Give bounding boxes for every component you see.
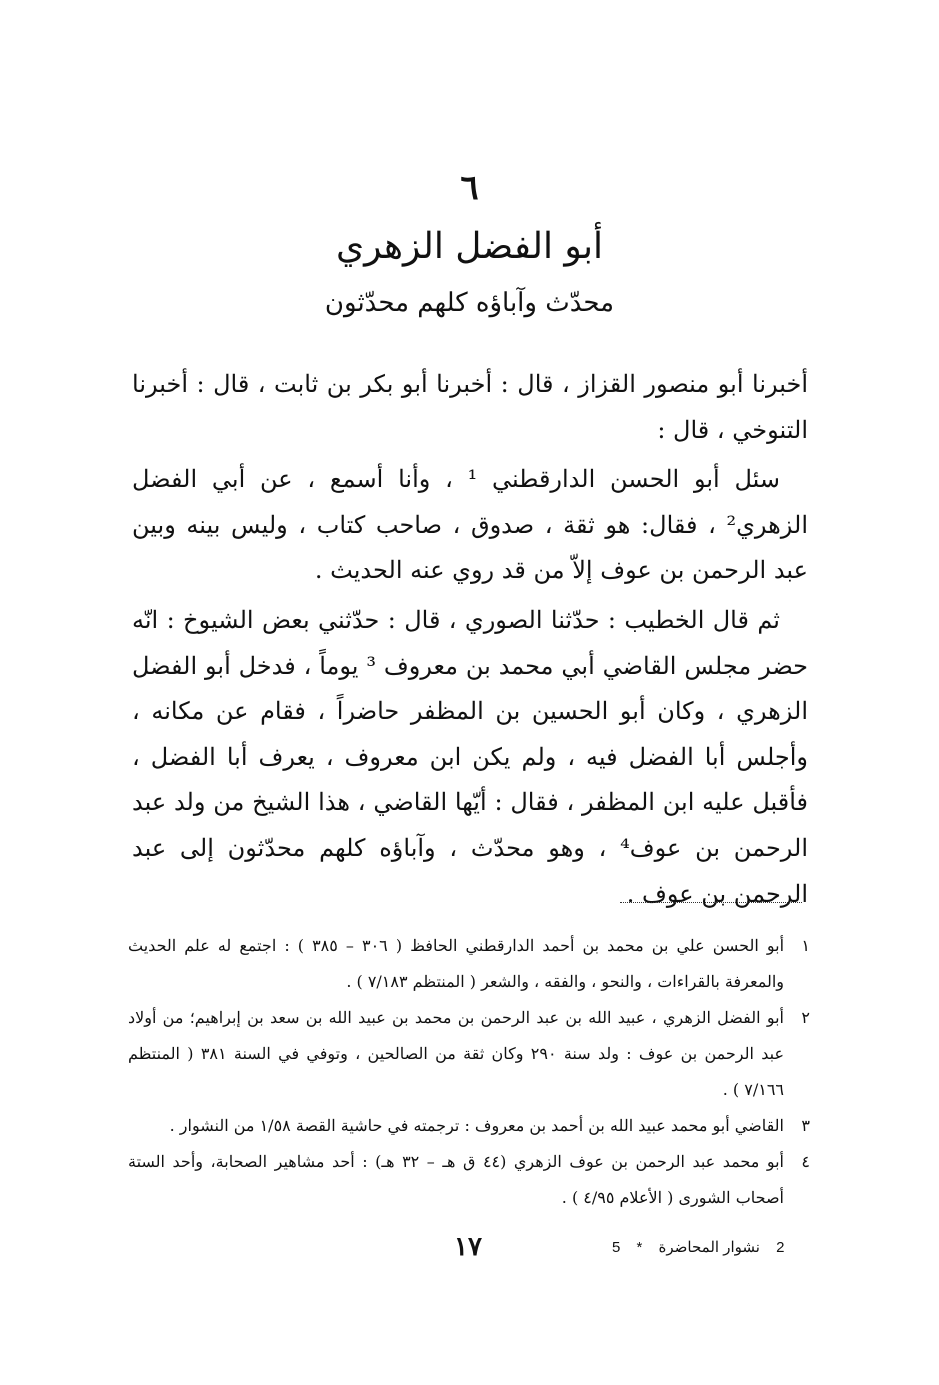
- footnote-text: أبو الفضل الزهري ، عبيد الله بن عبد الرحمن بن محمد بن عبيد الله بن سعد بن إبراهيم؛ من أولاد عبد الرحمن بن عوف : ولد سنة ٢٩٠ وكان ثقة من الصالحين ، وتوفي في السنة ٣٨١ ( المنتظم ٧/١٦٦ ) .: [128, 1008, 784, 1099]
- footnote: [128, 1144, 810, 1216]
- footnote-separator: [620, 902, 802, 903]
- footnote: [128, 1108, 810, 1144]
- signature-star: *: [636, 1239, 643, 1256]
- chapter-subtitle: محدّث وآباؤه كلهم محدّثون: [324, 288, 615, 318]
- chapter-title: أبو الفضل الزهري: [335, 226, 604, 267]
- paragraph: ثم قال الخطيب : حدّثنا الصوري ، قال : حدّثني بعض الشيوخ : انّه حضر مجلس القاضي أبي محمد بن معروف ³ يوماً ، فدخل أبو الفضل الزهري ، وكان أبو الحسين بن المظفر حاضراً ، فقام عن مكانه ، وأجلس أبا الفضل فيه ، ولم يكن ابن معروف ، يعرف أبا الفضل ، فأقبل عليه ابن المظفر ، فقال : أيّها القاضي ، هذا الشيخ من ولد عبد الرحمن بن عوف⁴ ، وهو محدّث ، وآباؤه كلهم محدّثون إلى عبد الرحمن بن عوف .: [132, 605, 809, 908]
- signature-left-number: 2: [776, 1239, 785, 1256]
- page-number: ١٧: [454, 1232, 482, 1262]
- footnote: [128, 928, 810, 1000]
- footnote-number: ٣: [801, 1116, 810, 1135]
- footnote-number: ٢: [801, 1008, 810, 1027]
- footnote-number: ٤: [801, 1152, 810, 1171]
- footnote-text: أبو الحسن علي بن محمد بن أحمد الدارقطني الحافظ ( ٣٠٦ – ٣٨٥ ) : اجتمع له علم الحديث والمعرفة بالقراءات ، والنحو ، والفقه ، والشعر ( المنتظم ٧/١٨٣ ) .: [128, 936, 785, 991]
- body-text: [132, 362, 808, 917]
- paragraph: أخبرنا أبو منصور القزاز ، قال : أخبرنا أبو بكر بن ثابت ، قال : أخبرنا التنوخي ، قال :: [132, 370, 808, 444]
- printer-signature: [600, 1238, 784, 1256]
- footnote-text: القاضي أبو محمد عبيد الله بن أحمد بن معروف : ترجمته في حاشية القصة ١/٥٨ من النشوار .: [169, 1116, 784, 1135]
- paragraph: سئل أبو الحسن الدارقطني ¹ ، وأنا أسمع ، عن أبي الفضل الزهري² ، فقال: هو ثقة ، صدوق ، صاحب كتاب ، وليس بينه وبين عبد الرحمن بن عوف إلاّ من قد روي عنه الحديث .: [132, 465, 808, 585]
- footnote-number: ١: [801, 936, 810, 955]
- chapter-number: ٦: [460, 168, 479, 208]
- footnotes: [128, 928, 810, 1216]
- footnote: [128, 1000, 810, 1108]
- signature-title: نشوار المحاضرة: [658, 1239, 760, 1256]
- footnote-text: أبو محمد عبد الرحمن بن عوف الزهري (٤٤ ق هـ – ٣٢ هـ) : أحد مشاهير الصحابة، وأحد الستة أصحاب الشورى ( الأعلام ٤/٩٥ ) .: [128, 1152, 785, 1207]
- signature-right-number: 5: [612, 1239, 621, 1256]
